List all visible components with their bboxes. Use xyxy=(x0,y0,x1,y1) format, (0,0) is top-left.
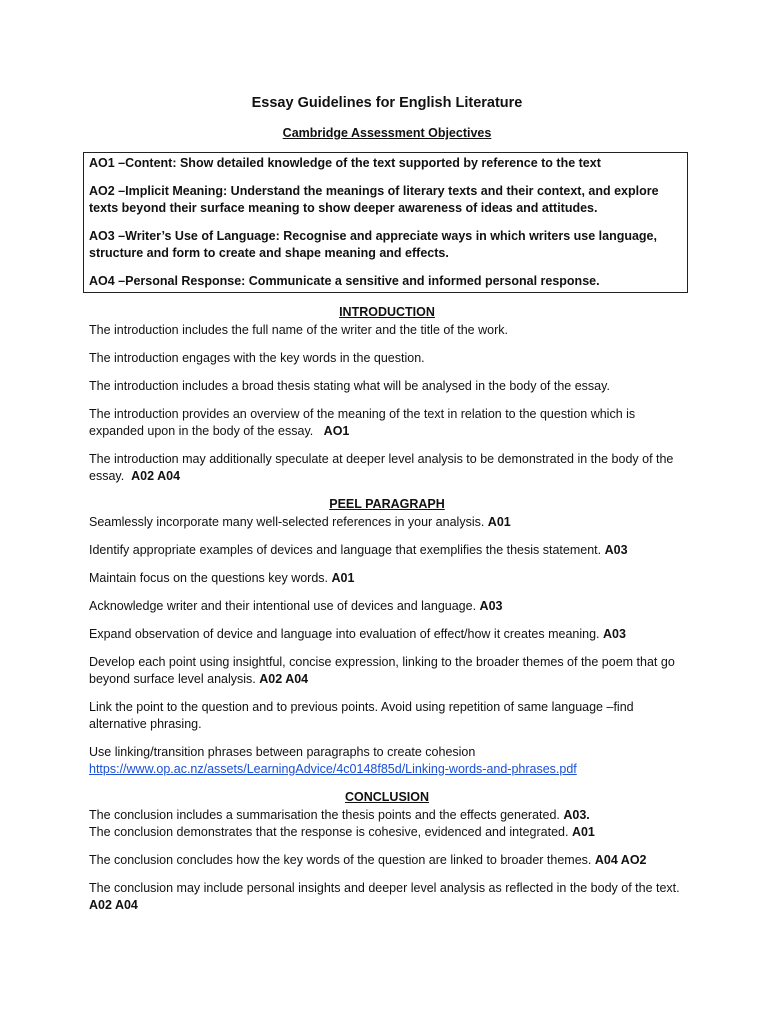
objective-ref: A01 xyxy=(571,825,595,839)
list-item: Link the point to the question and to previous points. Avoid using repetition of same language –find alternative phrasing. xyxy=(89,700,634,731)
linking-phrases-item xyxy=(89,744,685,778)
list-item: Identify appropriate examples of devices and language that exemplifies the thesis statement. A03 xyxy=(89,543,628,557)
list-item: Expand observation of device and language into evaluation of effect/how it creates meaning. A03 xyxy=(89,627,626,641)
list-item: The introduction includes a broad thesis stating what will be analysed in the body of the essay. xyxy=(89,379,610,393)
objective-ao3: AO3 –Writer’s Use of Language: Recognise and appreciate ways in which writers use language, structure and form to create and shape meaning and effects. xyxy=(89,229,657,260)
objective-ref: A03. xyxy=(563,808,590,822)
objective-ref: A02 A04 xyxy=(131,469,181,483)
objective-ref: A03 xyxy=(604,543,628,557)
conclusion-heading: CONCLUSION xyxy=(344,790,430,804)
list-item: The conclusion may include personal insights and deeper level analysis as reflected in the body of the text. A02 A04 xyxy=(89,881,680,912)
introduction-heading: INTRODUCTION xyxy=(339,305,435,319)
list-item: Acknowledge writer and their intentional use of devices and language. A03 xyxy=(89,599,503,613)
list-item: The introduction provides an overview of the meaning of the text in relation to the question which is expanded upon in the body of the essay. AO1 xyxy=(89,407,636,438)
objective-ref: A04 AO2 xyxy=(594,853,647,867)
assessment-objectives-box xyxy=(83,152,688,293)
linking-words-link[interactable]: https://www.op.ac.nz/assets/LearningAdvice/4c0148f85d/Linking-words-and-phrases.pdf xyxy=(89,762,577,776)
list-item: The conclusion concludes how the key words of the question are linked to broader themes. A04 AO2 xyxy=(89,853,647,867)
objective-ref: A01 xyxy=(331,571,355,585)
objective-ref: A03 xyxy=(603,627,626,641)
objective-ref: A02 A04 xyxy=(259,672,309,686)
list-item: Develop each point using insightful, concise expression, linking to the broader themes of the poem that go beyond surface level analysis. A02 A04 xyxy=(89,655,675,686)
document-page xyxy=(89,94,685,925)
page-title: Essay Guidelines for English Literature xyxy=(251,95,523,111)
list-item: The conclusion includes a summarisation the thesis points and the effects generated. A03. xyxy=(89,808,590,822)
page-subtitle: Cambridge Assessment Objectives xyxy=(282,126,492,140)
objective-ref: AO1 xyxy=(323,424,350,438)
list-item: Seamlessly incorporate many well-selected references in your analysis. A01 xyxy=(89,515,511,529)
objective-ao4: AO4 –Personal Response: Communicate a sensitive and informed personal response. xyxy=(89,274,600,288)
objective-ref: A01 xyxy=(487,515,511,529)
list-item: Maintain focus on the questions key words. A01 xyxy=(89,571,355,585)
list-item: The introduction includes the full name of the writer and the title of the work. xyxy=(89,323,508,337)
objective-ao2: AO2 –Implicit Meaning: Understand the meanings of literary texts and their context, and explore texts beyond their surface meaning to show deeper awareness of ideas and attitudes. xyxy=(89,184,659,215)
objective-ref: A02 A04 xyxy=(89,898,138,912)
peel-heading: PEEL PARAGRAPH xyxy=(329,497,445,511)
list-item: The conclusion demonstrates that the response is cohesive, evidenced and integrated. A01 xyxy=(89,825,595,839)
objective-ref: A03 xyxy=(479,599,503,613)
linking-text: Use linking/transition phrases between paragraphs to create cohesion xyxy=(89,745,476,759)
list-item: The introduction engages with the key words in the question. xyxy=(89,351,425,365)
objective-ao1: AO1 –Content: Show detailed knowledge of the text supported by reference to the text xyxy=(89,156,601,170)
list-item: The introduction may additionally speculate at deeper level analysis to be demonstrated in the body of the essay. A02 A04 xyxy=(89,452,674,483)
